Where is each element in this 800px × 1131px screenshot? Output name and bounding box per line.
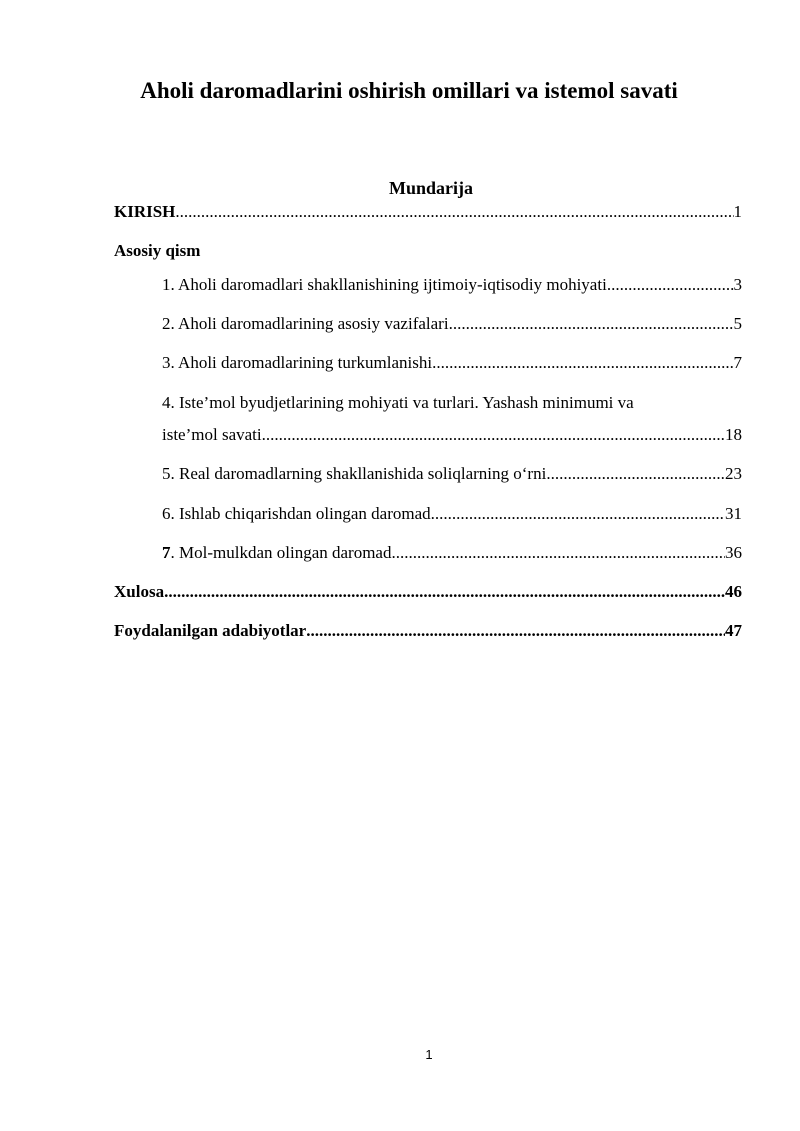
toc-entry-conclusion[interactable] [114, 581, 742, 603]
toc-entry-5[interactable] [162, 463, 742, 485]
toc-entry-page: 1 [733, 202, 742, 221]
toc-entry-label: KIRISH [114, 202, 176, 221]
main-section-label: Asosiy qism [114, 241, 201, 260]
toc-leader-dots [262, 424, 725, 446]
toc-entry-number: 7 [162, 543, 171, 562]
toc-leader-dots [449, 313, 734, 335]
toc-entry-label: 5. Real daromadlarning shakllanishida soliqlarning o‘rni [162, 464, 547, 483]
toc-entry-label: Foydalanilgan adabiyotlar [114, 621, 307, 640]
toc-entry-intro[interactable] [114, 201, 742, 223]
toc-entry-label: 6. Ishlab chiqarishdan olingan daromad [162, 504, 431, 523]
toc-heading: Mundarija [388, 178, 473, 198]
toc-entry-page: 3 [733, 275, 742, 294]
page-number: 1 [425, 1047, 433, 1062]
toc-entry-page: 23 [725, 464, 742, 483]
toc-entry-label: . Mol-mulkdan olingan daromad [170, 543, 392, 562]
toc-entry-2[interactable] [162, 313, 742, 335]
toc-entry-label: 3. Aholi daromadlarining turkumlanishi [162, 353, 433, 372]
toc-leader-dots [432, 352, 733, 374]
toc-entry-label: iste’mol savati [162, 425, 262, 444]
toc-entry-4-line1[interactable]: 4. Iste’mol byudjetlarining mohiyati va turlari. Yashash minimumi va [162, 393, 634, 412]
toc-entry-page: 18 [725, 425, 742, 444]
toc-entry-1[interactable] [162, 274, 742, 296]
toc-entry-page: 47 [725, 621, 742, 640]
toc-entry-6[interactable] [162, 503, 742, 525]
toc-entry-page: 36 [725, 543, 742, 562]
toc-entry-3[interactable] [162, 352, 742, 374]
toc-entry-page: 7 [733, 353, 742, 372]
toc-leader-dots [164, 581, 725, 603]
document-title: Aholi daromadlarini oshirish omillari va istemol savati [140, 78, 678, 103]
toc-entry-4[interactable] [162, 424, 742, 446]
toc-leader-dots [306, 620, 725, 642]
toc-entry-7[interactable] [162, 542, 742, 564]
toc-entry-page: 31 [725, 504, 742, 523]
toc-entry-references[interactable] [114, 620, 742, 642]
toc-entry-label: 2. Aholi daromadlarining asosiy vazifalari [162, 314, 449, 333]
toc-entry-label: 1. Aholi daromadlari shakllanishining ijtimoiy-iqtisodiy mohiyati [162, 275, 607, 294]
toc-leader-dots [546, 463, 725, 485]
toc-leader-dots [431, 503, 725, 525]
toc-entry-label: Xulosa [114, 582, 165, 601]
toc-leader-dots [175, 201, 733, 223]
toc-leader-dots [391, 542, 725, 564]
toc-entry-page: 5 [733, 314, 742, 333]
toc-entry-page: 46 [725, 582, 742, 601]
toc-leader-dots [607, 274, 734, 296]
